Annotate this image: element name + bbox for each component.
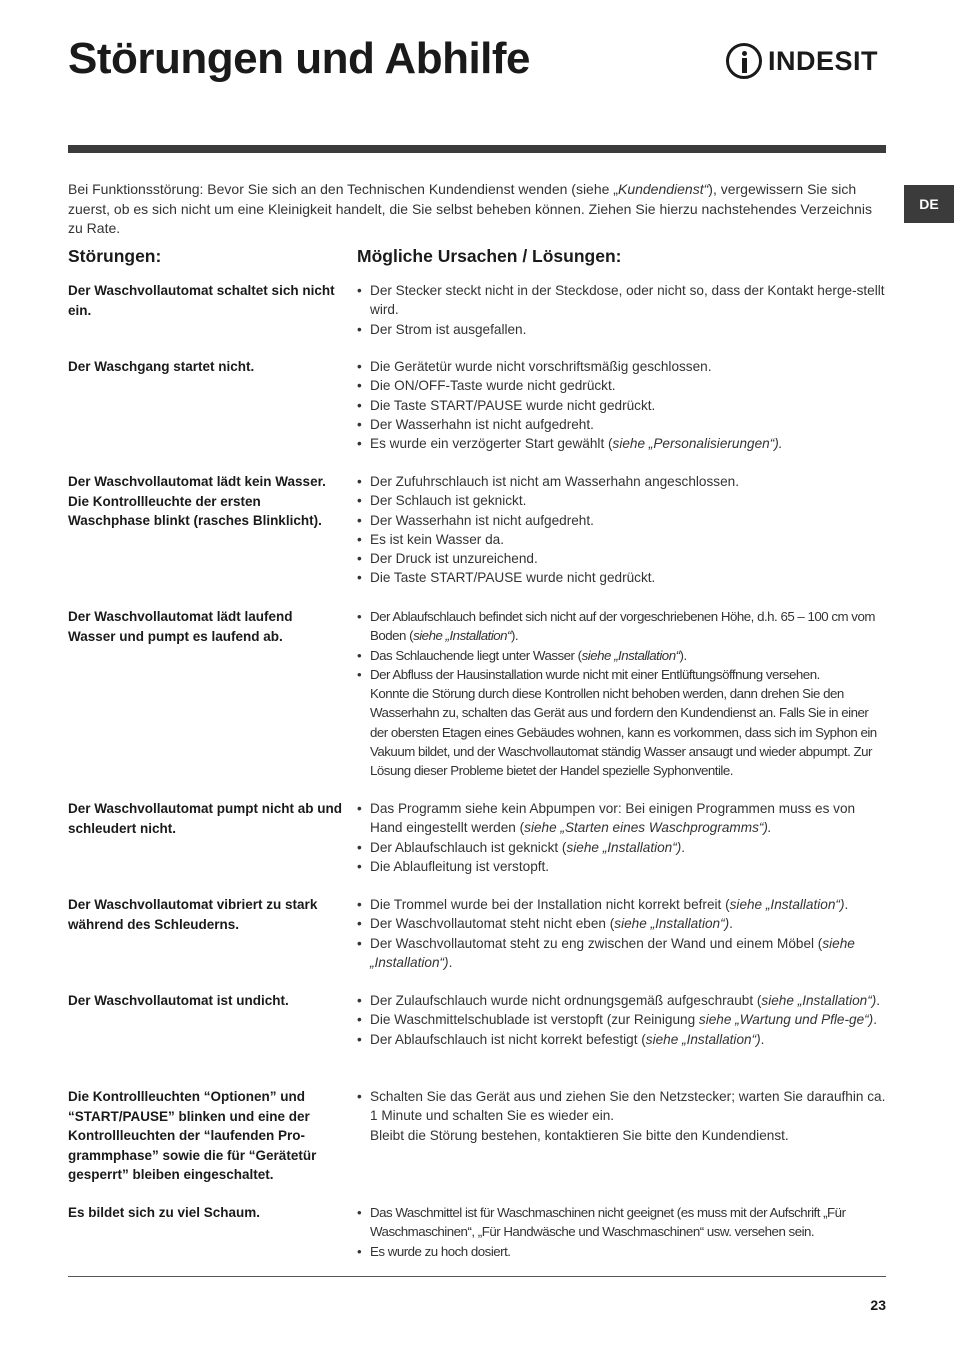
brand-name: INDESIT (768, 45, 879, 76)
causes-list (357, 472, 887, 588)
cause-item: • Die ON/OFF-Taste wurde nicht gedrückt. (357, 376, 887, 395)
page-number: 23 (870, 1297, 886, 1313)
cause-item: • Der Stecker steckt nicht in der Steckdose, oder nicht so, dass der Kontakt herge-stellt wird. (357, 281, 887, 320)
problem-text: Der Waschvollautomat lädt kein Wasser. Die Kontrollleuchte der ersten Waschphase blinkt (rasches Blinklicht). (68, 474, 326, 528)
causes-list (357, 1087, 887, 1145)
causes-list (357, 607, 887, 781)
cause-item: • Die Trommel wurde bei der Installation nicht korrekt befreit (siehe „Installation“). (357, 895, 887, 914)
cause-item: • Die Taste START/PAUSE wurde nicht gedrückt. (357, 396, 887, 415)
brand-logo (726, 40, 878, 82)
page-title: Störungen und Abhilfe (68, 34, 531, 83)
cause-item: • Der Strom ist ausgefallen. (357, 320, 887, 339)
cause-item: • Schalten Sie das Gerät aus und ziehen Sie den Netzstecker; warten Sie daraufhin ca. 1 Minute und schalten Sie es wieder ein. (357, 1087, 887, 1126)
causes-list (357, 357, 887, 453)
cause-item: • Das Waschmittel ist für Waschmaschinen nicht geeignet (es muss mit der Aufschrift „Für Waschmaschinen“, „Für Handwäsche und Waschmaschinen“ usw. versehen sein. (357, 1203, 887, 1242)
problem-text: Der Waschvollautomat schaltet sich nicht ein. (68, 283, 335, 318)
cause-item: • Der Zulaufschlauch wurde nicht ordnungsgemäß aufgeschraubt (siehe „Installation“). (357, 991, 887, 1010)
causes-list (357, 895, 887, 972)
problem-text: Der Waschvollautomat lädt laufend Wasser und pumpt es laufend ab. (68, 609, 293, 644)
cause-item: • Es wurde zu hoch dosiert. (357, 1242, 887, 1261)
problem-text: Es bildet sich zu viel Schaum. (68, 1205, 261, 1220)
cause-item: • Der Abfluss der Hausinstallation wurde nicht mit einer Entlüftungsöffnung versehen. (357, 665, 887, 684)
cause-item: • Der Schlauch ist geknickt. (357, 491, 887, 510)
cause-item: • Das Schlauchende liegt unter Wasser (siehe „Installation“). (357, 646, 887, 665)
causes-list (357, 799, 887, 876)
problem-text: Der Waschgang startet nicht. (68, 359, 255, 374)
cause-item: • Der Ablaufschlauch befindet sich nicht auf der vorgeschriebenen Höhe, d.h. 65 – 100 cm vom Boden (siehe „Installation“). (357, 607, 887, 646)
intro-reference: Kundendienst“ (617, 181, 709, 197)
cause-item: • Die Taste START/PAUSE wurde nicht gedrückt. (357, 568, 887, 587)
cause-item: • Der Wasserhahn ist nicht aufgedreht. (357, 511, 887, 530)
language-tab: DE (904, 185, 954, 223)
intro-text: Bei Funktionsstörung: Bevor Sie sich an den Technischen Kundendienst wenden (siehe „Kundendienst“), vergewissern Sie sich zuerst, ob es sich nicht um eine Kleinigkeit handelt, die Sie selbst beheben können. Ziehen Sie hierzu nachstehendes Verzeichnis zu Rate. (68, 181, 872, 236)
cause-note: Bleibt die Störung bestehen, kontaktieren Sie bitte den Kundendienst. (370, 1127, 789, 1143)
cause-item: • Das Programm siehe kein Abpumpen vor: Bei einigen Programmen muss es von Hand eingestellt werden (siehe „Starten eines Waschprogramms“). (357, 799, 887, 838)
cause-item: • Die Ablaufleitung ist verstopft. (357, 857, 887, 876)
cause-item: • Der Ablaufschlauch ist nicht korrekt befestigt (siehe „Installation“). (357, 1030, 887, 1049)
cause-item: • Der Druck ist unzureichend. (357, 549, 887, 568)
problem-text: Der Waschvollautomat vibriert zu stark während des Schleuderns. (68, 897, 318, 932)
cause-item: • Der Zufuhrschlauch ist nicht am Wasserhahn angeschlossen. (357, 472, 887, 491)
solutions-column-heading: Mögliche Ursachen / Lösungen: (357, 246, 622, 266)
causes-list (357, 991, 887, 1049)
problem-text: Der Waschvollautomat ist undicht. (68, 993, 289, 1008)
footer-rule (68, 1276, 886, 1277)
causes-list (357, 281, 887, 339)
cause-item: • Es wurde ein verzögerter Start gewählt (siehe „Personalisierungen“). (357, 434, 887, 453)
cause-item: • Es ist kein Wasser da. (357, 530, 887, 549)
problems-column-heading: Störungen: (68, 246, 162, 266)
cause-item: • Der Ablaufschlauch ist geknickt (siehe „Installation“). (357, 838, 887, 857)
cause-note: Konnte die Störung durch diese Kontrollen nicht behoben werden, dann drehen Sie den Wasserhahn zu, schalten das Gerät aus und fordern den Kundendienst an. Falls Sie in einer der obersten Etagen eines Gebäudes wohnen, kann es vorkommen, dass sich im Syphon ein Vakuum bildet, und der Waschvollautomat ständig Wasser ansaugt und wieder abpumpt. Zur Lösung dieser Probleme bietet der Handel spezielle Syphonventile. (370, 686, 877, 779)
causes-list (357, 1203, 887, 1261)
cause-item: • Der Waschvollautomat steht zu eng zwischen der Wand und einem Möbel (siehe „Installation“). (357, 934, 887, 973)
cause-item: • Die Waschmittelschublade ist verstopft (zur Reinigung siehe „Wartung und Pfle-ge“). (357, 1010, 887, 1029)
cause-item: • Die Gerätetür wurde nicht vorschriftsmäßig geschlossen. (357, 357, 887, 376)
cause-item: • Der Wasserhahn ist nicht aufgedreht. (357, 415, 887, 434)
problem-text: Die Kontrollleuchten “Optionen” und “START/PAUSE” blinken und eine der Kontrollleuchten der “laufenden Pro-grammphase” sowie die für “Gerätetür gesperrt” bleiben eingeschaltet. (68, 1089, 317, 1182)
problem-text: Der Waschvollautomat pumpt nicht ab und schleudert nicht. (68, 801, 343, 836)
info-i-icon (726, 43, 762, 79)
header-rule (68, 145, 886, 153)
cause-item: • Der Waschvollautomat steht nicht eben (siehe „Installation“). (357, 914, 887, 933)
